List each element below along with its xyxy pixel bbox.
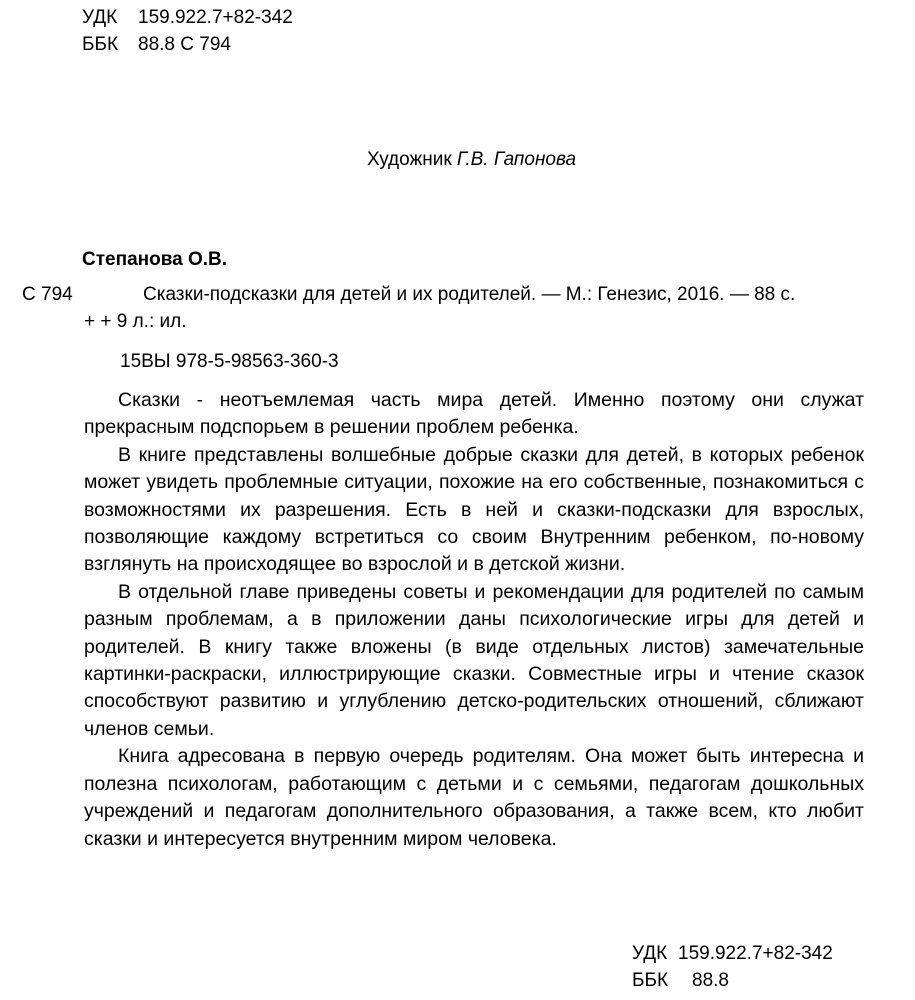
annotation	[84, 387, 864, 853]
artist-credit	[0, 146, 915, 173]
udk-row-bottom	[632, 940, 833, 967]
bbk-value: 88.8 С 794	[138, 34, 231, 55]
annotation-paragraph: В книге представлены волшебные добрые сказки для детей, в которых ребенок может увидеть проблемные ситуации, похожие на его собственные, познакомиться с возможностями их разрешения. Есть в ней и сказки-подсказки для взрослых, позволяющие каждому встретиться со своим Внутренним ребенком, по-новому взглянуть на происходящее во взрослой и в детской жизни.	[84, 443, 864, 576]
classification-codes-bottom	[632, 940, 833, 994]
bbk-value: 88.8	[692, 970, 729, 991]
artist-label: Художник	[366, 149, 452, 170]
bbk-label: ББК	[82, 34, 119, 55]
udk-value: 159.922.7+82-342	[678, 943, 833, 964]
udk-label: УДК	[632, 943, 668, 964]
author-name: Степанова О.В.	[82, 249, 228, 270]
artist-name: Г.В. Гапонова	[456, 149, 577, 170]
udk-value: 159.922.7+82-342	[138, 7, 293, 28]
udk-row	[82, 4, 293, 31]
udk-label: УДК	[82, 7, 118, 28]
catalog-code: С 794	[22, 284, 73, 305]
annotation-paragraph: Книга адресована в первую очередь родителям. Она может быть интересна и полезна психологам, работающим с детьми и с семьями, педагогам дошкольных учреждений и педагогам дополнительного образования, а также всем, кто любит сказки и интересуется внутренним миром человека.	[84, 745, 864, 850]
bibliographic-line-1: Сказки-подсказки для детей и их родителей. — М.: Генезис, 2016. — 88 с.	[143, 284, 796, 305]
bbk-row-bottom	[632, 967, 833, 994]
bbk-row	[82, 31, 293, 58]
isbn: 15ВЫ 978-5-98563-360-3	[120, 351, 339, 372]
bbk-label: ББК	[632, 970, 669, 991]
classification-codes-top	[82, 4, 293, 58]
bibliographic-line-2: + + 9 л.: ил.	[84, 311, 187, 332]
annotation-paragraph: В отдельной главе приведены советы и рекомендации для родителей по самым разным проблемам, а в приложении даны психологические игры для детей и родителей. В книгу также вложены (в виде отдельных листов) замечательные картинки-раскраски, иллюстрирующие сказки. Совместные игры и чтение сказок способствуют развитию и углублению детско-родительских отношений, сближают членов семьи.	[84, 580, 864, 740]
annotation-paragraph: Сказки - неотъемлемая часть мира детей. Именно поэтому они служат прекрасным подспорьем в решении проблем ребенка.	[84, 389, 864, 439]
